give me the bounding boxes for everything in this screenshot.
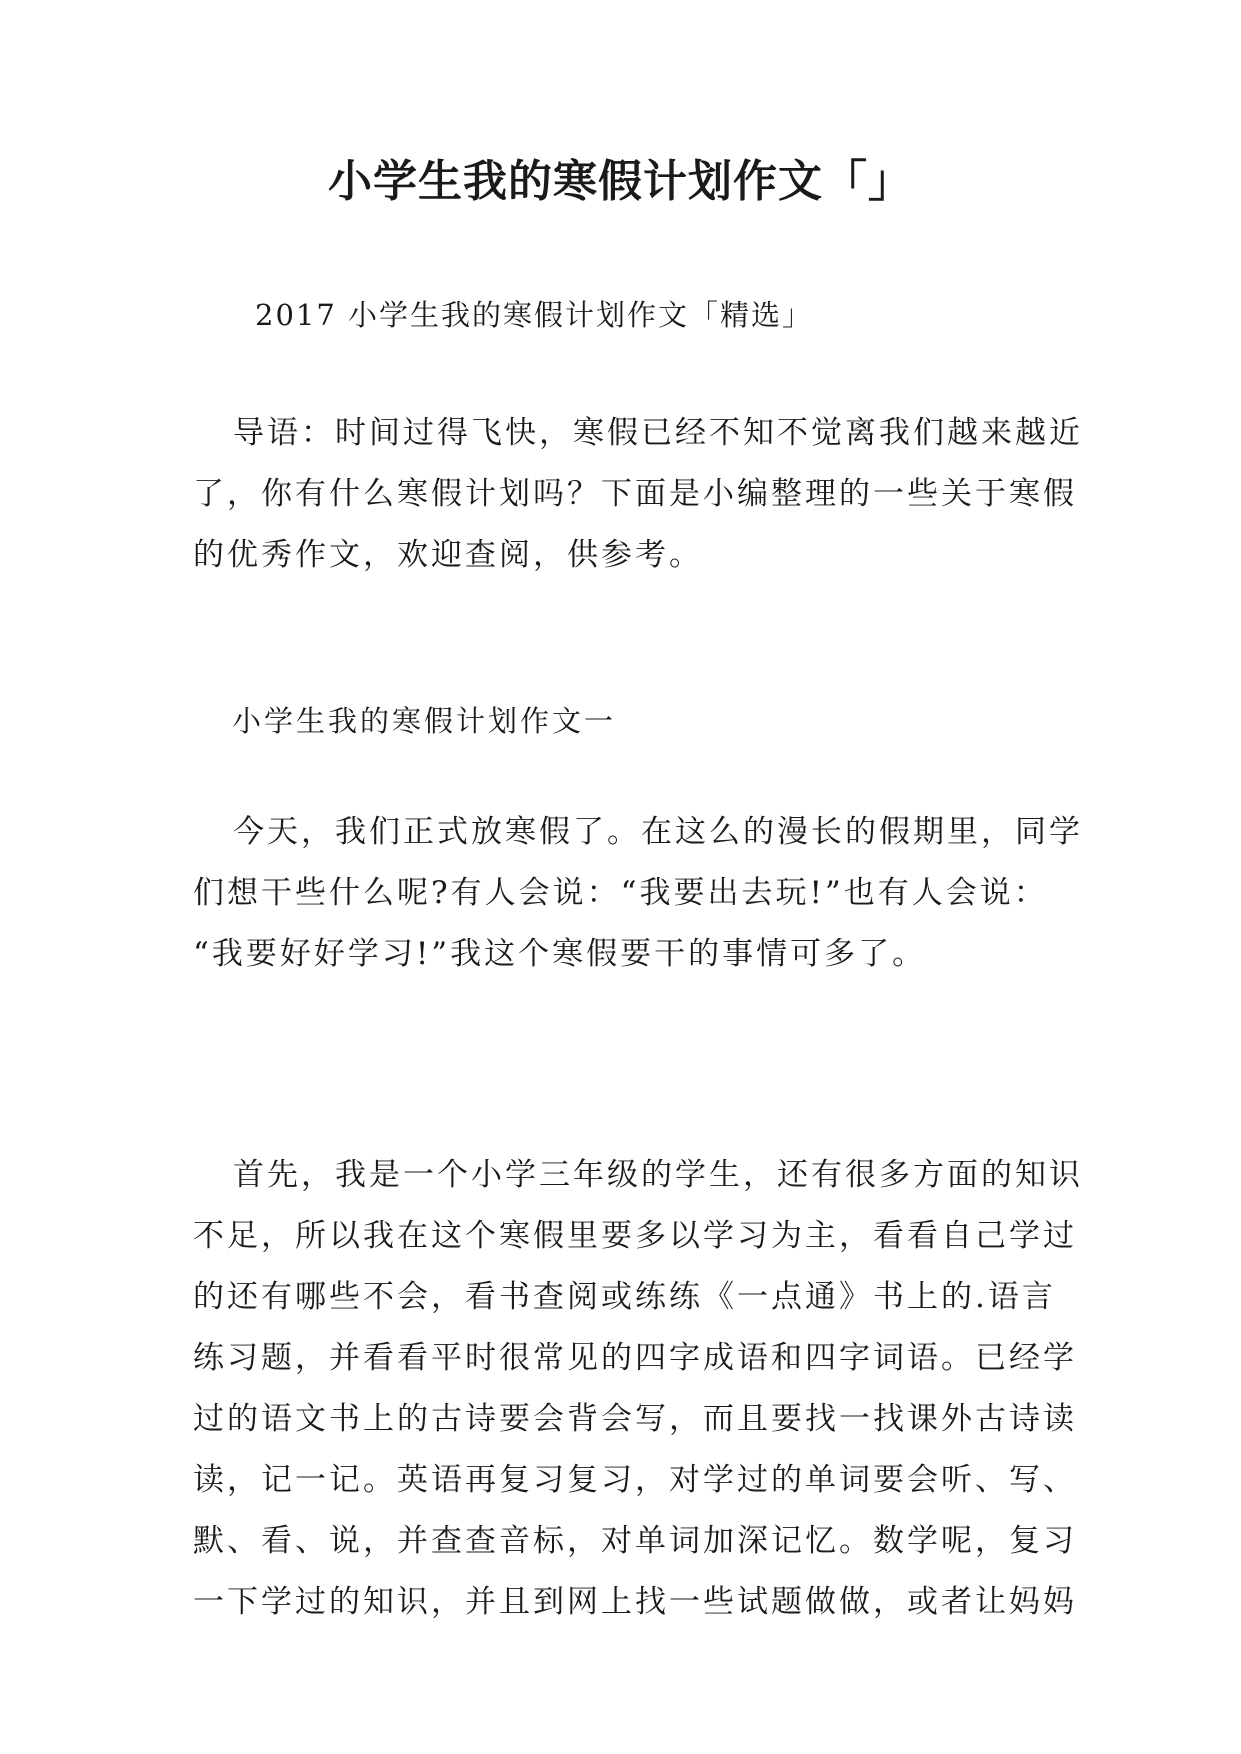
paragraph-line: 今天，我们正式放寒假了。在这么的漫长的假期里，同学 xyxy=(233,814,1083,850)
paragraph-line: 们想干些什么呢?有人会说：“我要出去玩!”也有人会说： xyxy=(193,875,1048,911)
document-title: 小学生我的寒假计划作文「」 xyxy=(328,156,913,207)
paragraph-line: 的优秀作文，欢迎查阅，供参考。 xyxy=(193,537,703,573)
paragraph-line: 首先，我是一个小学三年级的学生，还有很多方面的知识 xyxy=(233,1157,1083,1193)
section-heading: 小学生我的寒假计划作文一 xyxy=(232,704,617,738)
paragraph-line: 练习题，并看看平时很常见的四字成语和四字词语。已经学 xyxy=(193,1340,1077,1376)
document-subtitle: 2017 小学生我的寒假计划作文「精选」 xyxy=(255,298,814,332)
body-paragraph-2 xyxy=(193,1145,1083,1633)
paragraph-line: 了，你有什么寒假计划吗？下面是小编整理的一些关于寒假 xyxy=(193,476,1077,512)
paragraph-line: 读，记一记。英语再复习复习，对学过的单词要会听、写、 xyxy=(193,1462,1077,1498)
paragraph-line: “我要好好学习!”我这个寒假要干的事情可多了。 xyxy=(193,936,927,972)
paragraph-line: 过的语文书上的古诗要会背会写，而且要找一找课外古诗读 xyxy=(193,1401,1077,1437)
intro-paragraph xyxy=(193,403,1083,586)
paragraph-line: 的还有哪些不会，看书查阅或练练《一点通》书上的.语言 xyxy=(193,1279,1056,1315)
paragraph-line: 导语：时间过得飞快，寒假已经不知不觉离我们越来越近 xyxy=(233,415,1083,451)
paragraph-line: 默、看、说，并查查音标，对单词加深记忆。数学呢，复习 xyxy=(193,1523,1077,1559)
paragraph-line: 不足，所以我在这个寒假里要多以学习为主，看看自己学过 xyxy=(193,1218,1077,1254)
paragraph-line: 一下学过的知识，并且到网上找一些试题做做，或者让妈妈 xyxy=(193,1584,1077,1620)
body-paragraph-1 xyxy=(193,802,1083,985)
